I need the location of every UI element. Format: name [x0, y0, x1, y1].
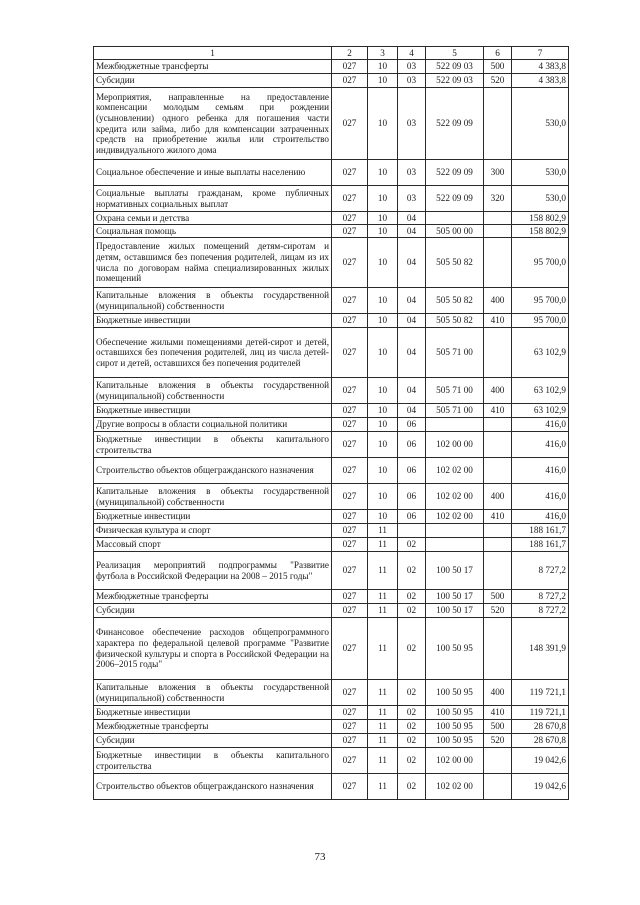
ministry-code: 027	[332, 510, 368, 524]
target-article-code: 522 09 03	[426, 60, 484, 74]
expense-type-code: 500	[484, 60, 512, 74]
target-article-code	[426, 212, 484, 225]
table-row	[94, 524, 569, 538]
col-header-3: 3	[368, 47, 398, 60]
table-row	[94, 328, 569, 378]
expense-type-code: 520	[484, 604, 512, 618]
section-code: 11	[368, 706, 398, 720]
amount: 8 727,2	[512, 590, 569, 604]
target-article-code: 505 50 82	[426, 288, 484, 314]
ministry-code: 027	[332, 734, 368, 748]
amount: 95 700,0	[512, 288, 569, 314]
target-article-code: 100 50 17	[426, 590, 484, 604]
budget-table	[93, 46, 569, 800]
ministry-code: 027	[332, 314, 368, 328]
expense-type-code	[484, 328, 512, 378]
target-article-code	[426, 524, 484, 538]
ministry-code: 027	[332, 160, 368, 186]
table-header	[94, 47, 569, 60]
amount: 530,0	[512, 160, 569, 186]
expense-name: Охрана семьи и детства	[94, 212, 332, 225]
subsection-code: 03	[398, 74, 426, 88]
subsection-code: 06	[398, 484, 426, 510]
subsection-code: 02	[398, 680, 426, 706]
expense-type-code	[484, 225, 512, 238]
subsection-code: 02	[398, 706, 426, 720]
expense-name: Бюджетные инвестиции	[94, 510, 332, 524]
subsection-code: 02	[398, 734, 426, 748]
ministry-code: 027	[332, 590, 368, 604]
table-row	[94, 590, 569, 604]
expense-type-code: 520	[484, 74, 512, 88]
amount: 8 727,2	[512, 552, 569, 590]
subsection-code: 04	[398, 378, 426, 404]
target-article-code: 505 71 00	[426, 404, 484, 418]
subsection-code: 02	[398, 774, 426, 800]
table-body	[94, 60, 569, 800]
expense-name: Социальные выплаты гражданам, кроме публичных нормативных социальных выплат	[94, 186, 332, 212]
amount: 63 102,9	[512, 328, 569, 378]
subsection-code: 06	[398, 432, 426, 458]
table-row	[94, 484, 569, 510]
ministry-code: 027	[332, 618, 368, 680]
amount: 95 700,0	[512, 314, 569, 328]
ministry-code: 027	[332, 484, 368, 510]
section-code: 10	[368, 160, 398, 186]
subsection-code: 02	[398, 590, 426, 604]
expense-name: Капитальные вложения в объекты государственной (муниципальной) собственности	[94, 680, 332, 706]
section-code: 10	[368, 404, 398, 418]
ministry-code: 027	[332, 238, 368, 288]
section-code: 10	[368, 212, 398, 225]
expense-type-code	[484, 418, 512, 432]
expense-type-code: 400	[484, 484, 512, 510]
amount: 530,0	[512, 186, 569, 212]
target-article-code: 102 02 00	[426, 510, 484, 524]
section-code: 10	[368, 378, 398, 404]
subsection-code: 06	[398, 418, 426, 432]
expense-type-code	[484, 618, 512, 680]
expense-name: Субсидии	[94, 604, 332, 618]
table-row	[94, 212, 569, 225]
target-article-code: 505 71 00	[426, 378, 484, 404]
expense-type-code	[484, 774, 512, 800]
target-article-code: 102 02 00	[426, 774, 484, 800]
amount: 148 391,9	[512, 618, 569, 680]
expense-type-code: 400	[484, 680, 512, 706]
expense-type-code: 500	[484, 720, 512, 734]
subsection-code: 02	[398, 552, 426, 590]
ministry-code: 027	[332, 538, 368, 552]
expense-type-code	[484, 212, 512, 225]
ministry-code: 027	[332, 748, 368, 774]
section-code: 10	[368, 432, 398, 458]
ministry-code: 027	[332, 552, 368, 590]
section-code: 10	[368, 484, 398, 510]
section-code: 10	[368, 238, 398, 288]
col-header-7: 7	[512, 47, 569, 60]
col-header-4: 4	[398, 47, 426, 60]
table-row	[94, 538, 569, 552]
table-row	[94, 418, 569, 432]
target-article-code: 505 00 00	[426, 225, 484, 238]
subsection-code: 03	[398, 88, 426, 160]
target-article-code	[426, 418, 484, 432]
table-row	[94, 378, 569, 404]
subsection-code: 04	[398, 328, 426, 378]
section-code: 10	[368, 418, 398, 432]
ministry-code: 027	[332, 706, 368, 720]
expense-name: Бюджетные инвестиции	[94, 314, 332, 328]
expense-name: Бюджетные инвестиции	[94, 706, 332, 720]
amount: 119 721,1	[512, 706, 569, 720]
section-code: 10	[368, 314, 398, 328]
amount: 416,0	[512, 510, 569, 524]
target-article-code: 100 50 95	[426, 734, 484, 748]
section-code: 10	[368, 328, 398, 378]
subsection-code: 02	[398, 748, 426, 774]
expense-name: Субсидии	[94, 74, 332, 88]
target-article-code: 505 71 00	[426, 328, 484, 378]
subsection-code	[398, 524, 426, 538]
subsection-code: 04	[398, 314, 426, 328]
expense-type-code: 520	[484, 734, 512, 748]
expense-name: Финансовое обеспечение расходов общепрограммного характера по федеральной целевой программе "Развитие физической культуры и спорта в Российской Федерации на 2006–2015 годы"	[94, 618, 332, 680]
expense-name: Бюджетные инвестиции	[94, 404, 332, 418]
section-code: 11	[368, 552, 398, 590]
section-code: 11	[368, 618, 398, 680]
amount: 19 042,6	[512, 774, 569, 800]
target-article-code: 100 50 17	[426, 552, 484, 590]
ministry-code: 027	[332, 288, 368, 314]
expense-type-code: 300	[484, 160, 512, 186]
target-article-code: 505 50 82	[426, 238, 484, 288]
page-number: 73	[314, 851, 326, 863]
target-article-code: 102 02 00	[426, 484, 484, 510]
header-row	[94, 47, 569, 60]
target-article-code: 102 00 00	[426, 432, 484, 458]
expense-name: Социальная помощь	[94, 225, 332, 238]
table-row	[94, 60, 569, 74]
section-code: 11	[368, 538, 398, 552]
col-header-1: 1	[94, 47, 332, 60]
section-code: 10	[368, 186, 398, 212]
ministry-code: 027	[332, 88, 368, 160]
table-row	[94, 734, 569, 748]
expense-name: Межбюджетные трансферты	[94, 60, 332, 74]
section-code: 10	[368, 458, 398, 484]
expense-type-code: 320	[484, 186, 512, 212]
expense-type-code	[484, 552, 512, 590]
amount: 416,0	[512, 484, 569, 510]
target-article-code: 102 02 00	[426, 458, 484, 484]
subsection-code: 04	[398, 288, 426, 314]
table-row	[94, 288, 569, 314]
target-article-code: 100 50 95	[426, 618, 484, 680]
expense-type-code: 500	[484, 590, 512, 604]
subsection-code: 04	[398, 225, 426, 238]
table-row	[94, 458, 569, 484]
expense-name: Субсидии	[94, 734, 332, 748]
ministry-code: 027	[332, 186, 368, 212]
amount: 63 102,9	[512, 378, 569, 404]
table-row	[94, 706, 569, 720]
ministry-code: 027	[332, 328, 368, 378]
target-article-code: 505 50 82	[426, 314, 484, 328]
expense-type-code	[484, 238, 512, 288]
ministry-code: 027	[332, 432, 368, 458]
target-article-code: 100 50 95	[426, 680, 484, 706]
expense-name: Капитальные вложения в объекты государственной (муниципальной) собственности	[94, 484, 332, 510]
col-header-6: 6	[484, 47, 512, 60]
table-row	[94, 680, 569, 706]
section-code: 11	[368, 590, 398, 604]
amount: 416,0	[512, 418, 569, 432]
amount: 63 102,9	[512, 404, 569, 418]
amount: 4 383,8	[512, 74, 569, 88]
ministry-code: 027	[332, 378, 368, 404]
expense-name: Другие вопросы в области социальной политики	[94, 418, 332, 432]
subsection-code: 04	[398, 238, 426, 288]
target-article-code: 522 09 09	[426, 160, 484, 186]
subsection-code: 04	[398, 212, 426, 225]
section-code: 10	[368, 225, 398, 238]
table-row	[94, 618, 569, 680]
amount: 158 802,9	[512, 225, 569, 238]
expense-type-code: 410	[484, 510, 512, 524]
expense-type-code: 410	[484, 706, 512, 720]
expense-type-code: 400	[484, 378, 512, 404]
amount: 416,0	[512, 458, 569, 484]
expense-type-code: 410	[484, 314, 512, 328]
expense-type-code	[484, 88, 512, 160]
section-code: 11	[368, 720, 398, 734]
subsection-code: 02	[398, 538, 426, 552]
section-code: 11	[368, 524, 398, 538]
expense-name: Межбюджетные трансферты	[94, 720, 332, 734]
table-row	[94, 88, 569, 160]
target-article-code: 522 09 03	[426, 74, 484, 88]
expense-type-code	[484, 748, 512, 774]
ministry-code: 027	[332, 60, 368, 74]
ministry-code: 027	[332, 404, 368, 418]
section-code: 10	[368, 88, 398, 160]
col-header-2: 2	[332, 47, 368, 60]
ministry-code: 027	[332, 680, 368, 706]
target-article-code: 522 09 09	[426, 88, 484, 160]
ministry-code: 027	[332, 458, 368, 484]
expense-name: Бюджетные инвестиции в объекты капитального строительства	[94, 432, 332, 458]
expense-type-code	[484, 524, 512, 538]
table-row	[94, 720, 569, 734]
table-row	[94, 186, 569, 212]
ministry-code: 027	[332, 604, 368, 618]
expense-name: Строительство объектов общегражданского назначения	[94, 458, 332, 484]
amount: 158 802,9	[512, 212, 569, 225]
target-article-code: 102 00 00	[426, 748, 484, 774]
col-header-5: 5	[426, 47, 484, 60]
subsection-code: 02	[398, 618, 426, 680]
table-row	[94, 314, 569, 328]
table-row	[94, 160, 569, 186]
expense-type-code: 400	[484, 288, 512, 314]
expense-name: Капитальные вложения в объекты государственной (муниципальной) собственности	[94, 378, 332, 404]
section-code: 11	[368, 748, 398, 774]
expense-type-code	[484, 538, 512, 552]
subsection-code: 02	[398, 604, 426, 618]
table-row	[94, 604, 569, 618]
target-article-code: 100 50 95	[426, 720, 484, 734]
table-row	[94, 238, 569, 288]
subsection-code: 03	[398, 60, 426, 74]
section-code: 10	[368, 74, 398, 88]
amount: 95 700,0	[512, 238, 569, 288]
section-code: 10	[368, 288, 398, 314]
table-row	[94, 774, 569, 800]
amount: 188 161,7	[512, 524, 569, 538]
expense-name: Мероприятия, направленные на предоставление компенсации молодым семьям при рождении (усыновлении) одного ребенка для погашения части кредита или займа, либо для компенсации затраченных средств на приобретение жилья или строительство индивидуального жилого дома	[94, 88, 332, 160]
section-code: 10	[368, 510, 398, 524]
expense-name: Реализация мероприятий подпрограммы "Развитие футбола в Российской Федерации на 2008 – 2015 годы"	[94, 552, 332, 590]
ministry-code: 027	[332, 212, 368, 225]
table-row	[94, 510, 569, 524]
table-row	[94, 552, 569, 590]
amount: 119 721,1	[512, 680, 569, 706]
subsection-code: 06	[398, 510, 426, 524]
section-code: 11	[368, 680, 398, 706]
ministry-code: 027	[332, 524, 368, 538]
subsection-code: 06	[398, 458, 426, 484]
section-code: 10	[368, 60, 398, 74]
ministry-code: 027	[332, 225, 368, 238]
amount: 416,0	[512, 432, 569, 458]
target-article-code: 522 09 09	[426, 186, 484, 212]
amount: 530,0	[512, 88, 569, 160]
table-row	[94, 432, 569, 458]
expense-type-code: 410	[484, 404, 512, 418]
ministry-code: 027	[332, 74, 368, 88]
table-row	[94, 748, 569, 774]
expense-name: Предоставление жилых помещений детям-сиротам и детям, оставшимся без попечения родителей, лицам из их числа по договорам найма специализированных жилых помещений	[94, 238, 332, 288]
subsection-code: 04	[398, 404, 426, 418]
expense-name: Массовый спорт	[94, 538, 332, 552]
target-article-code: 100 50 17	[426, 604, 484, 618]
amount: 8 727,2	[512, 604, 569, 618]
expense-name: Социальное обеспечение и иные выплаты населению	[94, 160, 332, 186]
table-row	[94, 404, 569, 418]
expense-name: Обеспечение жилыми помещениями детей-сирот и детей, оставшихся без попечения родителей, лиц из числа детей-сирот и детей, оставшихся без попечения родителей	[94, 328, 332, 378]
expense-name: Строительство объектов общегражданского назначения	[94, 774, 332, 800]
ministry-code: 027	[332, 720, 368, 734]
section-code: 11	[368, 734, 398, 748]
expense-name: Капитальные вложения в объекты государственной (муниципальной) собственности	[94, 288, 332, 314]
section-code: 11	[368, 774, 398, 800]
subsection-code: 03	[398, 186, 426, 212]
expense-name: Физическая культура и спорт	[94, 524, 332, 538]
ministry-code: 027	[332, 418, 368, 432]
table-row	[94, 225, 569, 238]
expense-type-code	[484, 458, 512, 484]
amount: 28 670,8	[512, 720, 569, 734]
target-article-code	[426, 538, 484, 552]
subsection-code: 03	[398, 160, 426, 186]
ministry-code: 027	[332, 774, 368, 800]
expense-name: Бюджетные инвестиции в объекты капитального строительства	[94, 748, 332, 774]
amount: 188 161,7	[512, 538, 569, 552]
expense-name: Межбюджетные трансферты	[94, 590, 332, 604]
amount: 4 383,8	[512, 60, 569, 74]
amount: 28 670,8	[512, 734, 569, 748]
target-article-code: 100 50 95	[426, 706, 484, 720]
table-row	[94, 74, 569, 88]
section-code: 11	[368, 604, 398, 618]
subsection-code: 02	[398, 720, 426, 734]
expense-type-code	[484, 432, 512, 458]
amount: 19 042,6	[512, 748, 569, 774]
